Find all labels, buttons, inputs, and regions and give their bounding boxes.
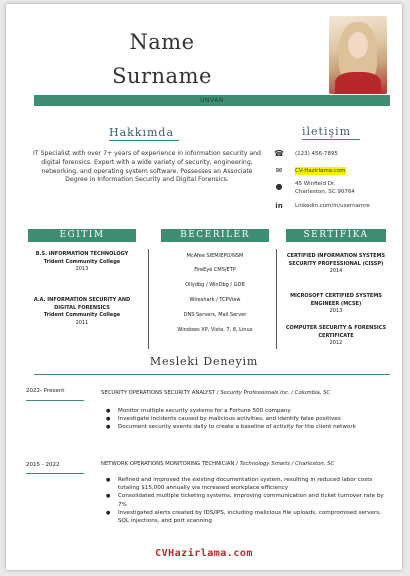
job-bullet: ● Consolidated multiple ticketing systems, improving communication and ticket turnover rate by 7% xyxy=(106,492,390,508)
column-divider xyxy=(148,249,149,349)
certificate-item xyxy=(284,293,388,316)
job-company: Security Professionals Inc. / Columbia, SC xyxy=(220,390,331,396)
certificate-name: MICROSOFT CERTIFIED SYSTEMS ENGINEER (MCSE) xyxy=(290,293,382,307)
about-heading: Hakkımda xyxy=(109,126,175,139)
linkedin-icon: in xyxy=(275,202,283,210)
experience-heading: Mesleki Deneyim xyxy=(149,355,259,368)
contact-heading: iletişim xyxy=(302,125,352,138)
first-name: Name xyxy=(129,30,195,54)
watermark: CVHazirlama.com xyxy=(155,548,253,559)
certificate-item xyxy=(284,325,388,348)
email-icon: ✉ xyxy=(275,166,283,175)
contact-address-line2: Charleston, SC 90764 xyxy=(295,189,355,195)
job-date: 2022- Present xyxy=(26,388,65,394)
job-date-underline xyxy=(26,473,84,474)
education-year: 2013 xyxy=(75,266,89,272)
resume-page xyxy=(6,4,402,570)
job-date-underline xyxy=(26,400,84,401)
certificate-name: CERTIFIED INFORMATION SYSTEMS SECURITY PROFESSIONAL (CISSP) xyxy=(286,253,386,267)
skill-item: DNS Servers, Mail Server xyxy=(183,312,247,318)
job-bullet: ● Investigate incidents caused by malicious activities, and identify false positives xyxy=(106,415,390,423)
job-bullet: ● Refined and improved the existing documentation system, resulting in reduced labor costs totaling $15,000 annually via increased workplace efficiency xyxy=(106,476,390,492)
education-item xyxy=(28,297,136,327)
last-name: Surname xyxy=(112,64,212,88)
education-item xyxy=(28,251,136,274)
phone-icon: ☎ xyxy=(274,149,284,158)
education-school: Trident Community College xyxy=(43,312,121,318)
skill-item: FireEye CMS/ETP xyxy=(194,267,236,273)
contact-email[interactable]: CV-Hazirlama.com xyxy=(295,168,346,174)
certificate-year: 2012 xyxy=(329,340,343,346)
job-title-line: SECURITY OPERATIONS SECURITY ANALYST / Security Professionals Inc. / Columbia, SC xyxy=(101,390,331,396)
profile-photo xyxy=(329,16,387,94)
contact-address-line1: 45 Winfield Dr. xyxy=(295,181,336,187)
job-bullet: ● Monitor multiple security systems for a Fortune 500 company xyxy=(106,407,390,415)
job-title: NETWORK OPERATIONS MONITORING TECHNICIAN xyxy=(101,461,235,467)
job-bullets xyxy=(106,407,390,432)
column-divider xyxy=(276,249,277,349)
skill-item: Wireshark / TCPView xyxy=(189,297,241,303)
certificate-year: 2013 xyxy=(329,308,343,314)
education-school: Trident Community College xyxy=(43,258,121,265)
contact-linkedin[interactable]: Linkedin.com/in/usernamre xyxy=(295,203,370,209)
about-text: IT Specialist with over 7+ years of experience in information security and digital forensics. Expert with a wide variety of security, engineering, networking, and operating system software. Possesses an Associate Degree in Information Security and Digital Forensics. xyxy=(33,150,261,184)
job-bullets xyxy=(106,476,390,525)
skill-item: Ollydbg / WinDbg / GDB xyxy=(185,282,245,288)
about-underline xyxy=(109,140,179,141)
skill-item: Windows XP, Vista, 7, 8, Linux xyxy=(177,327,253,333)
job-title: SECURITY OPERATIONS SECURITY ANALYST xyxy=(101,390,216,396)
education-degree: B.S. INFORMATİON TECHNOLOGY xyxy=(35,251,129,257)
contact-underline xyxy=(302,139,360,140)
location-icon: ● xyxy=(275,182,283,191)
job-title-bar: UNVAN xyxy=(34,95,390,106)
certificates-heading: SERTIFIKA xyxy=(286,229,386,242)
education-degree: A.A. INFORMATION SECURITY AND DIGITAL FORENSICS xyxy=(33,297,131,311)
certificate-year: 2014 xyxy=(329,268,343,274)
job-bullet: ● Document security events daily to create a baseline of activity for the client network xyxy=(106,423,390,431)
job-date: 2015 - 2022 xyxy=(26,462,60,468)
job-company: Technology Smarts / Charleston, SC xyxy=(239,461,335,467)
education-year: 2011 xyxy=(75,319,89,326)
experience-underline xyxy=(34,374,390,375)
contact-phone: (123) 456-7895 xyxy=(295,151,339,157)
education-heading: EGITIM xyxy=(28,229,136,242)
certificate-name: COMPUTER SECURITY & FORENSICS CERTIFICATE xyxy=(285,325,387,339)
job-bullet: ● Investigated alerts created by IDS/IPS, including malicious file uploads, compromised servers, SQL injections, and port scanning xyxy=(106,509,390,525)
skill-item: McAfee SIEM/EPO/NSM xyxy=(186,253,244,259)
job-title-line: NETWORK OPERATIONS MONITORING TECHNICIAN / Technology Smarts / Charleston, SC xyxy=(101,461,335,467)
certificate-item xyxy=(284,253,388,276)
skills-heading: BECERILER xyxy=(161,229,269,242)
